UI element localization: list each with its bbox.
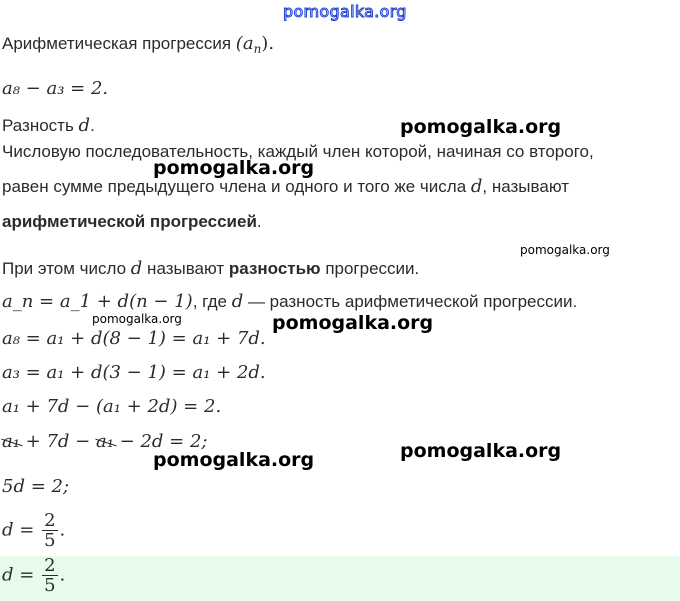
cancel-middle: + 7d − (19, 431, 96, 452)
watermark-1: pomogalka.org (400, 116, 562, 138)
find-dot: . (90, 116, 95, 135)
watermark-4: pomogalka.org (92, 312, 182, 326)
definition-text: равен сумме предыдущего члена и одного и того же числа (2, 177, 471, 196)
watermark-top: pomogalka.org (283, 2, 407, 21)
difference-tail: прогрессии. (320, 259, 420, 278)
find-variable: d (78, 115, 91, 136)
equation-a8: a₈ = a₁ + d(8 − 1) = a₁ + 7d. (2, 328, 266, 349)
definition-dot: . (256, 212, 262, 231)
watermark-3: pomogalka.org (520, 243, 610, 257)
statement-subscript: n (253, 42, 262, 56)
find-line (2, 115, 95, 136)
definition-line-1: Числовую последовательность, каждый член которой, начиная со второго, (2, 142, 594, 161)
cancel-end: − 2d = 2; (113, 431, 208, 452)
watermark-7: pomogalka.org (153, 449, 315, 471)
answer-dot: . (59, 564, 66, 586)
fraction (42, 511, 57, 550)
difference-text-2: называют (142, 259, 229, 278)
answer-box (0, 556, 680, 601)
difference-variable: d (130, 258, 143, 279)
definition-term: арифметической прогрессией (2, 212, 257, 231)
definition-line-3 (2, 212, 262, 232)
condition-line: a₈ − a₃ = 2. (2, 78, 109, 99)
fraction-denominator: 5 (44, 530, 56, 551)
answer-lhs: d = (2, 564, 41, 586)
definition-line-2 (2, 176, 569, 197)
difference-text: При этом число (2, 259, 131, 278)
formula-explanation: — разность арифметической прогрессии. (243, 292, 578, 311)
statement-math: (a (235, 33, 254, 54)
statement-text: Арифметическая прогрессия (2, 34, 236, 53)
definition-tail: , называют (482, 177, 569, 196)
formula-variable: d (231, 291, 244, 312)
equation-5d: 5d = 2; (2, 476, 70, 497)
equation-a3: a₃ = a₁ + d(3 − 1) = a₁ + 2d. (2, 362, 266, 383)
equation-subtraction: a₁ + 7d − (a₁ + 2d) = 2. (2, 396, 222, 417)
watermark-6: pomogalka.org (400, 440, 562, 462)
find-label: Разность (2, 116, 79, 135)
answer-fraction (42, 556, 57, 595)
answer-line (2, 556, 65, 595)
problem-statement (2, 33, 274, 54)
equation-d-lhs: d = (2, 519, 41, 541)
statement-close: ). (261, 33, 275, 54)
equation-d-dot: . (59, 519, 66, 541)
general-formula-line (2, 291, 577, 312)
cancelled-term-2: a₁ (95, 431, 114, 452)
formula-connector: , где (192, 292, 232, 311)
answer-denominator: 5 (44, 575, 56, 596)
answer-numerator: 2 (44, 555, 56, 576)
cancelled-term-1: a₁ (2, 431, 20, 452)
general-formula: a_n = a_1 + d(n − 1) (2, 291, 193, 312)
difference-line (2, 258, 419, 279)
equation-d (2, 511, 65, 550)
definition-variable: d (470, 176, 483, 197)
fraction-numerator: 2 (44, 510, 56, 531)
watermark-2: pomogalka.org (153, 157, 315, 179)
difference-term: разностью (228, 259, 321, 278)
watermark-5: pomogalka.org (272, 312, 434, 334)
